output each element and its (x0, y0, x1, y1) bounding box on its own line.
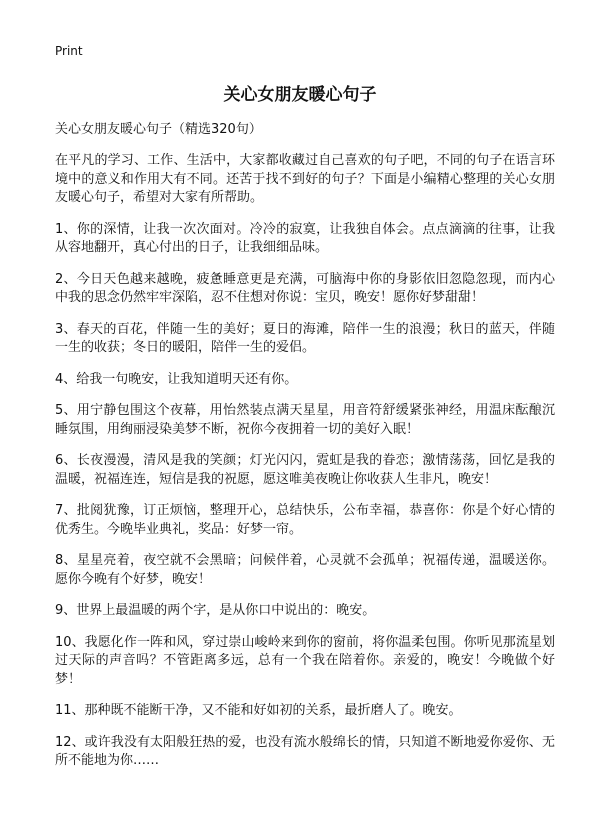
sentence-item-5: 5、用宁静包围这个夜幕，用怡然装点满天星星，用音符舒缓紧张神经，用温床酝酿沉睡氛围，用绚丽浸染美梦不断，祝你今夜拥着一切的美好入眠！ (55, 403, 555, 437)
sentence-item-9: 9、世界上最温暖的两个字，是从你口中说出的：晚安。 (55, 603, 376, 618)
sentence-item-1: 1、你的深情，让我一次次面对。冷冷的寂寞，让我独自体会。点点滴滴的往事，让我从容地翻开，真心付出的日子，让我细细品味。 (55, 221, 555, 255)
article-subtitle: 关心女朋友暖心句子（精选320句） (55, 122, 262, 137)
sentence-item-12: 12、或许我没有太阳般狂热的爱，也没有流水般绵长的情，只知道不断地爱你爱你、无所不能地为你…… (55, 734, 555, 768)
sentence-item-11: 11、那种既不能断干净，又不能和好如初的关系，最折磨人了。晚安。 (55, 703, 462, 718)
article-body (55, 121, 555, 771)
intro-paragraph: 在平凡的学习、工作、生活中，大家都收藏过自己喜欢的句子吧，不同的句子在语言环境中的意义和作用大有不同。还苦于找不到好的句子？下面是小编精心整理的关心女朋友暖心句子，希望对大家有所帮助。 (55, 153, 555, 205)
sentence-item-3: 3、春天的百花，伴随一生的美好；夏日的海滩，陪伴一生的浪漫；秋日的蓝天，伴随一生的收获；冬日的暖阳，陪伴一生的爱侣。 (55, 321, 555, 355)
sentence-item-6: 6、长夜漫漫，清风是我的笑颜；灯光闪闪，霓虹是我的眷恋；激情荡荡，回忆是我的温暖，祝福连连，短信是我的祝愿，愿这唯美夜晚让你收获人生非凡，晚安！ (55, 453, 555, 487)
page-title: 关心女朋友暖心句子 (223, 85, 377, 105)
print-link[interactable]: Print (55, 44, 83, 58)
sentence-item-10: 10、我愿化作一阵和风，穿过崇山峻岭来到你的窗前，将你温柔包围。你听见那流星划过天际的声音吗？不管距离多远，总有一个我在陪着你。亲爱的，晚安！今晚做个好梦！ (55, 634, 555, 687)
sentence-item-8: 8、星星亮着，夜空就不会黑暗；问候伴着，心灵就不会孤单；祝福传递，温暖送你。愿你今晚有个好梦，晚安！ (55, 553, 555, 587)
sentence-item-4: 4、给我一句晚安，让我知道明天还有你。 (55, 371, 298, 387)
sentence-item-7: 7、批阅犹豫，订正烦恼，整理开心，总结快乐，公布幸福，恭喜你：你是个好心情的优秀生。今晚毕业典礼，奖品：好梦一帘。 (55, 503, 555, 537)
sentence-item-2: 2、今日天色越来越晚，疲惫睡意更是充满，可脑海中你的身影依旧忽隐忽现，而内心中我的思念仍然牢牢深陷，忍不住想对你说：宝贝，晚安！愿你好梦甜甜！ (55, 271, 555, 305)
